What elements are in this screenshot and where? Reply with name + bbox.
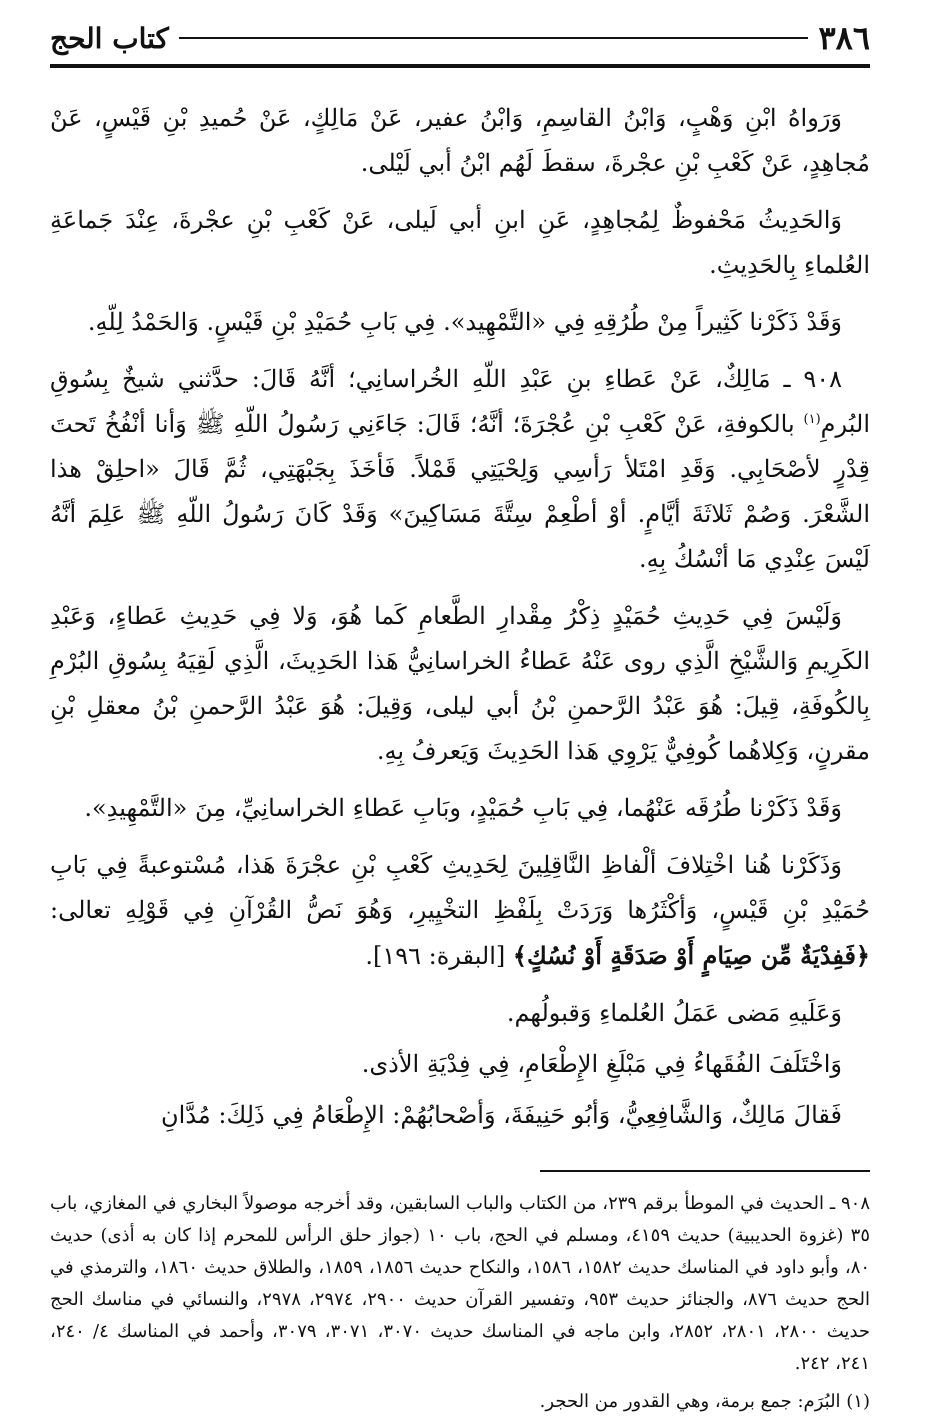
header-rule [179, 37, 809, 39]
main-text [50, 96, 870, 1138]
footnote-divider [540, 1170, 870, 1172]
page [50, 14, 871, 1412]
paragraph: وَقَدْ ذَكَرْنا كَثِيراً مِنْ طُرُقِهِ فِي «التَّمْهِيد». فِي بَابِ حُمَيْدِ بْنِ قَيْسٍ. وَالحَمْدُ لِلّهِ. [87, 308, 842, 336]
footnote: ٩٠٨ ـ الحديث في الموطأ برقم ٢٣٩، من الكتاب والباب السابقين، وقد أخرجه موصولاً البخاري في المغازي، باب ٣٥ (غزوة الحديبية) حديث ٤١٥٩، ومسلم في الحج، باب ١٠ (جواز حلق الرأس للمحرم إذا كان به أذى) حديث ٨٠، وأبو داود في المناسك حديث ١٥٨٢، ١٥٨٦، والنكاح حديث ١٨٥٦، ١٨٥٩، والطلاق حديث ١٨٦٠، والترمذي في الحج حديث ٨٧٦، والجنائز حديث ٩٥٣، وتفسير القرآن حديث ٢٩٠٠، ٢٩٧٤، ٢٩٧٨، والنسائي في مناسك الحج حديث ٢٨٠٠، ٢٨٠١، ٢٨٥٢، وابن ماجه في المناسك حديث ٣٠٧٠، ٣٠٧١، ٣٠٧٩، وأحمد في المناسك ٤/ ٢٤٠، ٢٤١، ٢٤٢. [50, 1193, 871, 1374]
footnote: (١) البُرَم: جمع برمة، وهي القدور من الحجر. [539, 1391, 870, 1412]
footnote-marker: (١) [803, 412, 821, 427]
paragraph: فَقالَ مَالِكٌ، وَالشَّافِعِيُّ، وَأبُو حَنِيفَةَ، وَأصْحابُهُمْ: الإِطْعَامُ فِي ذَلِكَ: مُدَّانِ [161, 1101, 842, 1129]
hadith-text-start: ٩٠٨ ـ مَالِكٌ، عَنْ عَطاءِ بنِ عَبْدِ اللّهِ الخُراسانِي؛ أنَّهُ قَالَ: حدَّثني شيخٌ بِسُوقِ البُرمِ [50, 365, 870, 438]
hadith-paragraph [50, 357, 870, 582]
paragraph: وَالحَدِيثُ مَحْفوظٌ لِمُجاهِدٍ، عَنِ ابنِ أبي لَيلى، عَنْ كَعْبِ بْنِ عجْرةَ، عِنْدَ جَماعَةِ العُلماءِ بِالحَدِيثِ. [50, 206, 870, 279]
paragraph: وَاخْتَلَفَ الفُقَهاءُ فِي مَبْلَغِ الإِطْعَامِ، فِي فِدْيَةِ الأذى. [361, 1050, 842, 1078]
header-divider [50, 64, 870, 68]
page-number: ٣٨٦ [818, 19, 870, 57]
hadith-text-end: بالكوفةِ، عَنْ كَعْبِ بْنِ عُجْرَةَ؛ أنَّهُ؛ قَالَ: جَاءَنِي رَسُولُ اللّهِ ﷺ وَأنا أنْفُخُ تَحتَ قِدْرٍ لأصْحَابِي. وَقَدِ امْتَلأ رَأسِي وَلِحْيَتِي قَمْلاً. فَأخَذَ بِجَبْهَتِي، ثُمَّ قَالَ «احلِقْ هذا الشَّعْرَ. وَصُمْ ثَلاثَةَ أيَّامٍ. أوْ أطْعِمْ سِتَّةَ مَسَاكِينَ» وَقَدْ كَانَ رَسُولُ اللّهِ ﷺ عَلِمَ أنَّهُ لَيْسَ عِنْدِي مَا أنْسُكُ بِهِ. [50, 410, 870, 573]
book-title: كتاب الحج [50, 21, 169, 55]
paragraph: وَعَلَيهِ مَضى عَمَلُ العُلماءِ وَقبولُهم. [506, 999, 842, 1027]
paragraph-text: وَذَكَرْنا هُنا اخْتِلافَ ألْفاظِ النَّاقِلِينَ لِحَدِيثِ كَعْبِ بْنِ عجْرَةَ هَذا، مُسْتوعبةً فِي بَابِ حُمَيْدِ بْنِ قَيْسٍ، وَأكْثَرُها وَرَدَتْ بِلَفْظِ التخْيِيرِ، وَهُوَ نَصُّ القُرْآنِ فِي قَوْلِهِ تعالى: [50, 851, 870, 924]
paragraph: وَقَدْ ذَكَرْنا طُرُقَه عَنْهُما، فِي بَابِ حُمَيْدٍ، وبَابِ عَطاءِ الخراسانِيِّ، مِنَ «التَّمْهِيدِ». [84, 794, 842, 822]
paragraph [50, 843, 870, 979]
paragraph: وَرَواهُ ابْنِ وَهْبٍ، وَابْنُ القاسِمِ، وَابْنُ عفير، عَنْ مَالِكٍ، عَنْ حُميدِ بْنِ قَيْسٍ، عَنْ مُجاهِدٍ، عَنْ كَعْبِ بْنِ عجْرةَ، سقطَ لَهُم ابْنُ أبي لَيْلى. [50, 104, 870, 177]
quran-verse: ﴿فَفِدْيَةٌ مِّن صِيَامٍ أَوْ صَدَقَةٍ أَوْ نُسُكٍ﴾ [512, 941, 870, 970]
verse-reference: [البقرة: ١٩٦]. [365, 942, 513, 970]
paragraph: وَلَيْسَ فِي حَدِيثِ حُمَيْدٍ ذِكْرُ مِقْدارِ الطَّعامِ كَما هُوَ، وَلا فِي حَدِيثِ عَطاءٍ، وَعَبْدِ الكَرِيمِ وَالشَّيْخِ الَّذِي روى عَنْهُ عَطاءُ الخراسانِيُّ هَذا الحَدِيثَ، الَّذِي لَقِيَهُ بِسُوقِ البُرْمِ بِالكُوفَةِ، قِيلَ: هُوَ عَبْدُ الرَّحمنِ بْنُ أبي ليلى، وَقِيلَ: هُوَ عَبْدُ الرَّحمنِ بْنُ معقلِ بْنِ مقرنٍ، وَكِلاهُما كُوفِيٌّ يَرْوِي هَذا الحَدِيثَ وَيَعرفُ بِهِ. [50, 602, 870, 765]
footnotes [50, 1188, 870, 1418]
page-header [50, 14, 870, 62]
